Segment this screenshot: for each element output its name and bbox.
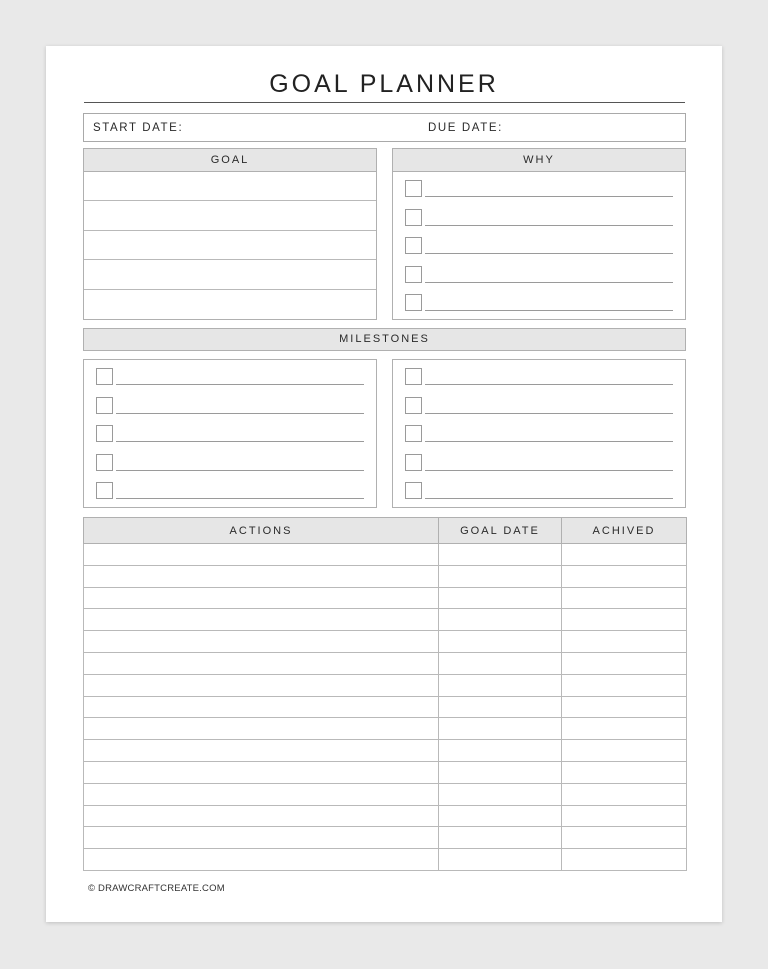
milestone-left-checkbox[interactable] [96,482,113,499]
goal-date-cell[interactable] [439,652,562,674]
action-row [84,696,687,718]
action-cell[interactable] [84,740,439,762]
why-item [405,180,673,198]
goal-date-cell[interactable] [439,783,562,805]
goal-line[interactable] [84,231,376,260]
action-row [84,609,687,631]
goal-line[interactable] [84,172,376,201]
action-row [84,544,687,566]
milestone-right-item [405,368,673,386]
milestone-right-write-line[interactable] [425,413,673,414]
actions-header-row [84,518,687,544]
milestone-left-item [96,454,364,472]
why-header: WHY [393,149,685,172]
why-checklist [393,172,685,320]
action-row [84,652,687,674]
action-cell[interactable] [84,696,439,718]
achived-cell[interactable] [562,718,687,740]
action-row [84,674,687,696]
milestone-right-checkbox[interactable] [405,482,422,499]
action-row [84,783,687,805]
milestone-left-write-line[interactable] [116,441,364,442]
action-cell[interactable] [84,609,439,631]
action-cell[interactable] [84,565,439,587]
achived-cell[interactable] [562,544,687,566]
milestone-right-item [405,397,673,415]
milestone-left-checkbox[interactable] [96,454,113,471]
achived-cell[interactable] [562,674,687,696]
goal-date-cell[interactable] [439,609,562,631]
why-checkbox[interactable] [405,180,422,197]
action-row [84,849,687,871]
why-panel [392,148,686,320]
achived-cell[interactable] [562,587,687,609]
milestones-left-checklist [84,360,376,507]
milestone-left-write-line[interactable] [116,384,364,385]
due-date-label: DUE DATE: [428,122,503,134]
goal-date-cell[interactable] [439,565,562,587]
goal-date-cell[interactable] [439,718,562,740]
achived-cell[interactable] [562,696,687,718]
action-cell[interactable] [84,674,439,696]
action-cell[interactable] [84,544,439,566]
milestone-left-item [96,368,364,386]
goal-date-cell[interactable] [439,849,562,871]
achived-cell[interactable] [562,761,687,783]
footer-credit: © DRAWCRAFTCREATE.COM [88,883,225,894]
action-cell[interactable] [84,652,439,674]
goal-date-cell[interactable] [439,827,562,849]
goal-header: GOAL [84,149,376,172]
achived-cell[interactable] [562,783,687,805]
milestone-left-checkbox[interactable] [96,397,113,414]
action-cell[interactable] [84,827,439,849]
goal-date-cell[interactable] [439,631,562,653]
goal-rows [84,172,376,319]
achived-column-header: ACHIVED [562,518,687,544]
achived-cell[interactable] [562,849,687,871]
why-item [405,266,673,284]
milestone-right-write-line[interactable] [425,441,673,442]
milestone-right-checkbox[interactable] [405,368,422,385]
action-row [84,587,687,609]
milestone-right-write-line[interactable] [425,470,673,471]
milestones-header: MILESTONES [83,328,686,351]
milestone-right-checkbox[interactable] [405,454,422,471]
why-write-line[interactable] [425,196,673,197]
action-row [84,565,687,587]
achived-cell[interactable] [562,609,687,631]
achived-cell[interactable] [562,565,687,587]
action-row [84,761,687,783]
milestone-right-item [405,454,673,472]
milestones-left-panel [83,359,377,508]
milestone-left-write-line[interactable] [116,498,364,499]
goal-date-cell[interactable] [439,805,562,827]
milestones-right-panel [392,359,686,508]
achived-cell[interactable] [562,827,687,849]
why-write-line[interactable] [425,253,673,254]
achived-cell[interactable] [562,652,687,674]
title-divider [84,102,685,103]
page-title: GOAL PLANNER [269,70,499,98]
milestone-left-item [96,482,364,500]
milestone-right-item [405,425,673,443]
why-item [405,294,673,312]
date-section [83,113,686,142]
goal-line[interactable] [84,201,376,230]
why-item [405,209,673,227]
why-checkbox[interactable] [405,266,422,283]
milestone-left-item [96,397,364,415]
action-cell[interactable] [84,587,439,609]
actions-column-header: ACTIONS [84,518,439,544]
goal-panel [83,148,377,320]
goal-date-column-header: GOAL DATE [439,518,562,544]
achived-cell[interactable] [562,805,687,827]
action-row [84,805,687,827]
goal-date-cell[interactable] [439,674,562,696]
action-cell[interactable] [84,783,439,805]
goal-date-cell[interactable] [439,696,562,718]
milestone-right-item [405,482,673,500]
goal-date-cell[interactable] [439,740,562,762]
milestone-left-item [96,425,364,443]
why-checkbox[interactable] [405,209,422,226]
milestone-left-checkbox[interactable] [96,368,113,385]
action-row [84,740,687,762]
milestone-right-checkbox[interactable] [405,425,422,442]
action-row [84,631,687,653]
why-checkbox[interactable] [405,237,422,254]
milestone-right-write-line[interactable] [425,498,673,499]
goal-date-cell[interactable] [439,761,562,783]
actions-table [83,517,687,871]
milestone-right-checkbox[interactable] [405,397,422,414]
achived-cell[interactable] [562,631,687,653]
why-item [405,237,673,255]
why-checkbox[interactable] [405,294,422,311]
goal-date-cell[interactable] [439,544,562,566]
action-cell[interactable] [84,849,439,871]
goal-line[interactable] [84,260,376,289]
action-cell[interactable] [84,761,439,783]
actions-body [84,544,687,871]
action-cell[interactable] [84,805,439,827]
goal-line[interactable] [84,290,376,319]
action-cell[interactable] [84,718,439,740]
why-write-line[interactable] [425,282,673,283]
action-row [84,827,687,849]
milestones-right-checklist [393,360,685,507]
action-cell[interactable] [84,631,439,653]
milestone-left-checkbox[interactable] [96,425,113,442]
why-write-line[interactable] [425,225,673,226]
milestone-left-write-line[interactable] [116,413,364,414]
why-write-line[interactable] [425,310,673,311]
start-date-label: START DATE: [93,122,184,134]
milestone-right-write-line[interactable] [425,384,673,385]
achived-cell[interactable] [562,740,687,762]
milestone-left-write-line[interactable] [116,470,364,471]
action-row [84,718,687,740]
goal-date-cell[interactable] [439,587,562,609]
